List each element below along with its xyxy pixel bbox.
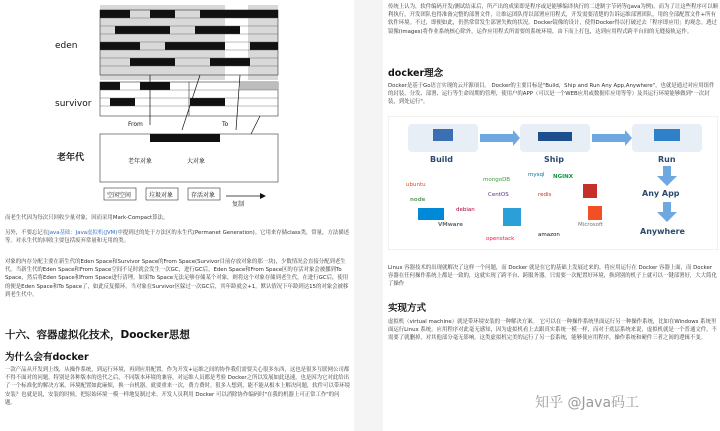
legend (104, 188, 266, 208)
survivor-label: survivor (55, 99, 92, 109)
section-heading: 十六、容器虚拟化技术，Doocker思想 (5, 329, 190, 341)
logo-node: node (410, 197, 426, 203)
logo-centos: CentOS (488, 192, 509, 198)
ship-label: Ship (544, 155, 564, 164)
legend-free: 空闲空间 (107, 192, 132, 199)
watermark: 知乎 @Java码工 (535, 395, 640, 411)
implementation-heading: 实现方式 (388, 303, 427, 314)
para-linux-container: Linux 容器技术的出现就解决了这样一个问题，而 Docker 就是在它的基础上发展过来的。将应用运行在 Docker 容器上面，而 Docker 容器在任何操作系统上都是一致的，这就实现了跨平台、跨服务器。只需要一次配置好环境，换到别的机子上就可以一键部署好，大大简化了操作 (388, 265, 717, 288)
jvm-link[interactable]: Java基础：Java虚拟机(JVM) (48, 230, 118, 236)
para-intro: 传统上认为，软件编码开发/测试结束后，所产出的成果即是程序或是能够编译执行的二进制字节码等(java为例)。而为了让这些程序可以顺利执行，开发团队也得准备完整的部署文件，让维运团队得以部署应用程式，开发需要清楚的告诉运维部署团队，用的全部配置文件+所有软件环境。不过，即便如此，仍然常常发生部署失败的状况。Docker镜像的设计，使得Docker得以打破过去「程序即应用」的观念。透过镜像(images)将作业系统核心除外，运作应用程式所需要的系统环境，由下而上打包，达到应用程式跨平台间的无缝接轨运作。 (388, 4, 718, 35)
left-column (0, 0, 354, 431)
logo-openstack: openstack (486, 236, 515, 242)
large-object-label: 大对象 (187, 158, 206, 165)
run-icon (654, 129, 680, 141)
para-perm-after: 中提到过的处于方法区的永生代(Permanet Generation)。它用来存储class类，常量，方法描述等。对永生代的回收主要包括废弃常量和无用的类。 (5, 230, 350, 245)
gc-generations-figure (0, 0, 354, 208)
from-label: From (128, 121, 143, 128)
why-docker-heading: 为什么会有docker (5, 352, 89, 363)
para-allocation: 对象的内存分配主要在新生代的Eden Space和Survivor Space的From Space(Survivor目前存放对象的那一块)，少数情况会直接分配到老生代。当新生代的Eden Space和From Space空间不足时就会发生一次GC，进行GC后，Eden Space和From Space区的存活对象会被挪到To Space，然后将Eden Space和From Space进行清理。如果To Space无法足够存储某个对象，则将这个对象存储到老生代。在进行GC后，使用的便是Eden Space和To Space了，如此反复循环。当对象在Survivor区躲过一次GC后，其年龄就会+1。默认情况下年龄到达15的对象会被移到老生代中。 (5, 259, 349, 298)
old-object-label: 老年对象 (128, 158, 153, 165)
legend-live: 存活对象 (191, 192, 216, 199)
docker-concept-heading: docker理念 (388, 68, 444, 79)
right-column (383, 0, 720, 431)
para-perm-before: 另外，不要忘记在 (5, 230, 49, 236)
docker-diagram (388, 116, 718, 250)
para-docker-concept: Docker是基于Go语言实现的云开源项目。 Docker的主要目标是"Build，Ship and Run Any App,Anywhere"，也就是通过对应用组件的封装、分发、部署、运行等生命周期的管理，使用户的APP（可以是一个WEB应用或数据库应用等等）及其运行环境能够做到"一次封装，到处运行"。 (388, 83, 715, 106)
cloud-logo-1 (418, 208, 444, 220)
anywhere-label: Anywhere (640, 227, 685, 236)
logo-nginx: NGINX (553, 174, 574, 180)
ship-icon (538, 132, 572, 141)
old-gen-bar (150, 134, 220, 142)
para-why-docker: 一款产品从开发到上线，从操作系统，到运行环境，再到应用配置。作为开发+运维之间的协作我们需要关心很多东西，这也是很多互联网公司都不得不面对的问题，特别是各种版本的迭代之后，不同版本环境的兼容，对运维人员都是考验 Docker之所以发展如此迅速，也是因为它对此给出了一个标准化的解决方案。环境配置如此麻烦，换一台机器，就要重来一次，费力费时。很多人想到，能不能从根本上解决问题，软件可以带环境安装？也就是说，安装的时候，把原始环境一模一样地复制过来。开发人员利用 Docker 可以消除协作编码时"在我的机器上可正常工作"的问题。 (5, 367, 351, 406)
para-perm-gen (5, 229, 350, 245)
build-label: Build (430, 155, 454, 164)
logo-vmware: VMware (438, 222, 463, 228)
docker-whale-logo (503, 208, 521, 226)
logo-redis: redis (538, 192, 552, 198)
run-label: Run (658, 155, 676, 164)
logo-ubuntu: ubuntu (406, 182, 426, 188)
para-virtual-machine: 虚拟机（virtual machine）就是带环境安装的一种解决方案。 它可以在一种操作系统里面运行另一种操作系统，比如在Windows 系统里面运行Linux 系统。应用程序对此毫无感知，因为虚拟机看上去跟真实系统一模一样，而对于底层系统来说，虚拟机就是一个普通文件，不需要了就删掉，对其他部分毫无影响。这类虚拟机完美的运行了另一套系统，能够使应用程序，操作系统和硬件三者之间的逻辑不变。 (388, 319, 717, 342)
column-gap (354, 0, 383, 431)
old-gen-label: 老年代 (57, 153, 85, 163)
legend-garbage: 垃圾对象 (149, 192, 174, 199)
logo-mysql: mysql (528, 172, 545, 178)
database-logo (583, 184, 597, 198)
eden-label: eden (55, 41, 78, 51)
logo-amazon: amazon (538, 232, 560, 238)
survivor-grid (100, 82, 278, 116)
any-app-label: Any App (642, 189, 680, 198)
logo-mongodb: mongoDB (483, 177, 511, 183)
legend-copy: 复制 (232, 201, 245, 208)
logo-debian: debian (456, 207, 475, 213)
to-label: To (222, 121, 229, 128)
logo-microsoft: Microsoft (578, 222, 604, 228)
windows-logo (588, 206, 602, 220)
para-old-gen: 而老生代因为每次只回收少量对象，因而采用Mark-Compact算法。 (5, 215, 169, 221)
build-icon (433, 129, 453, 141)
